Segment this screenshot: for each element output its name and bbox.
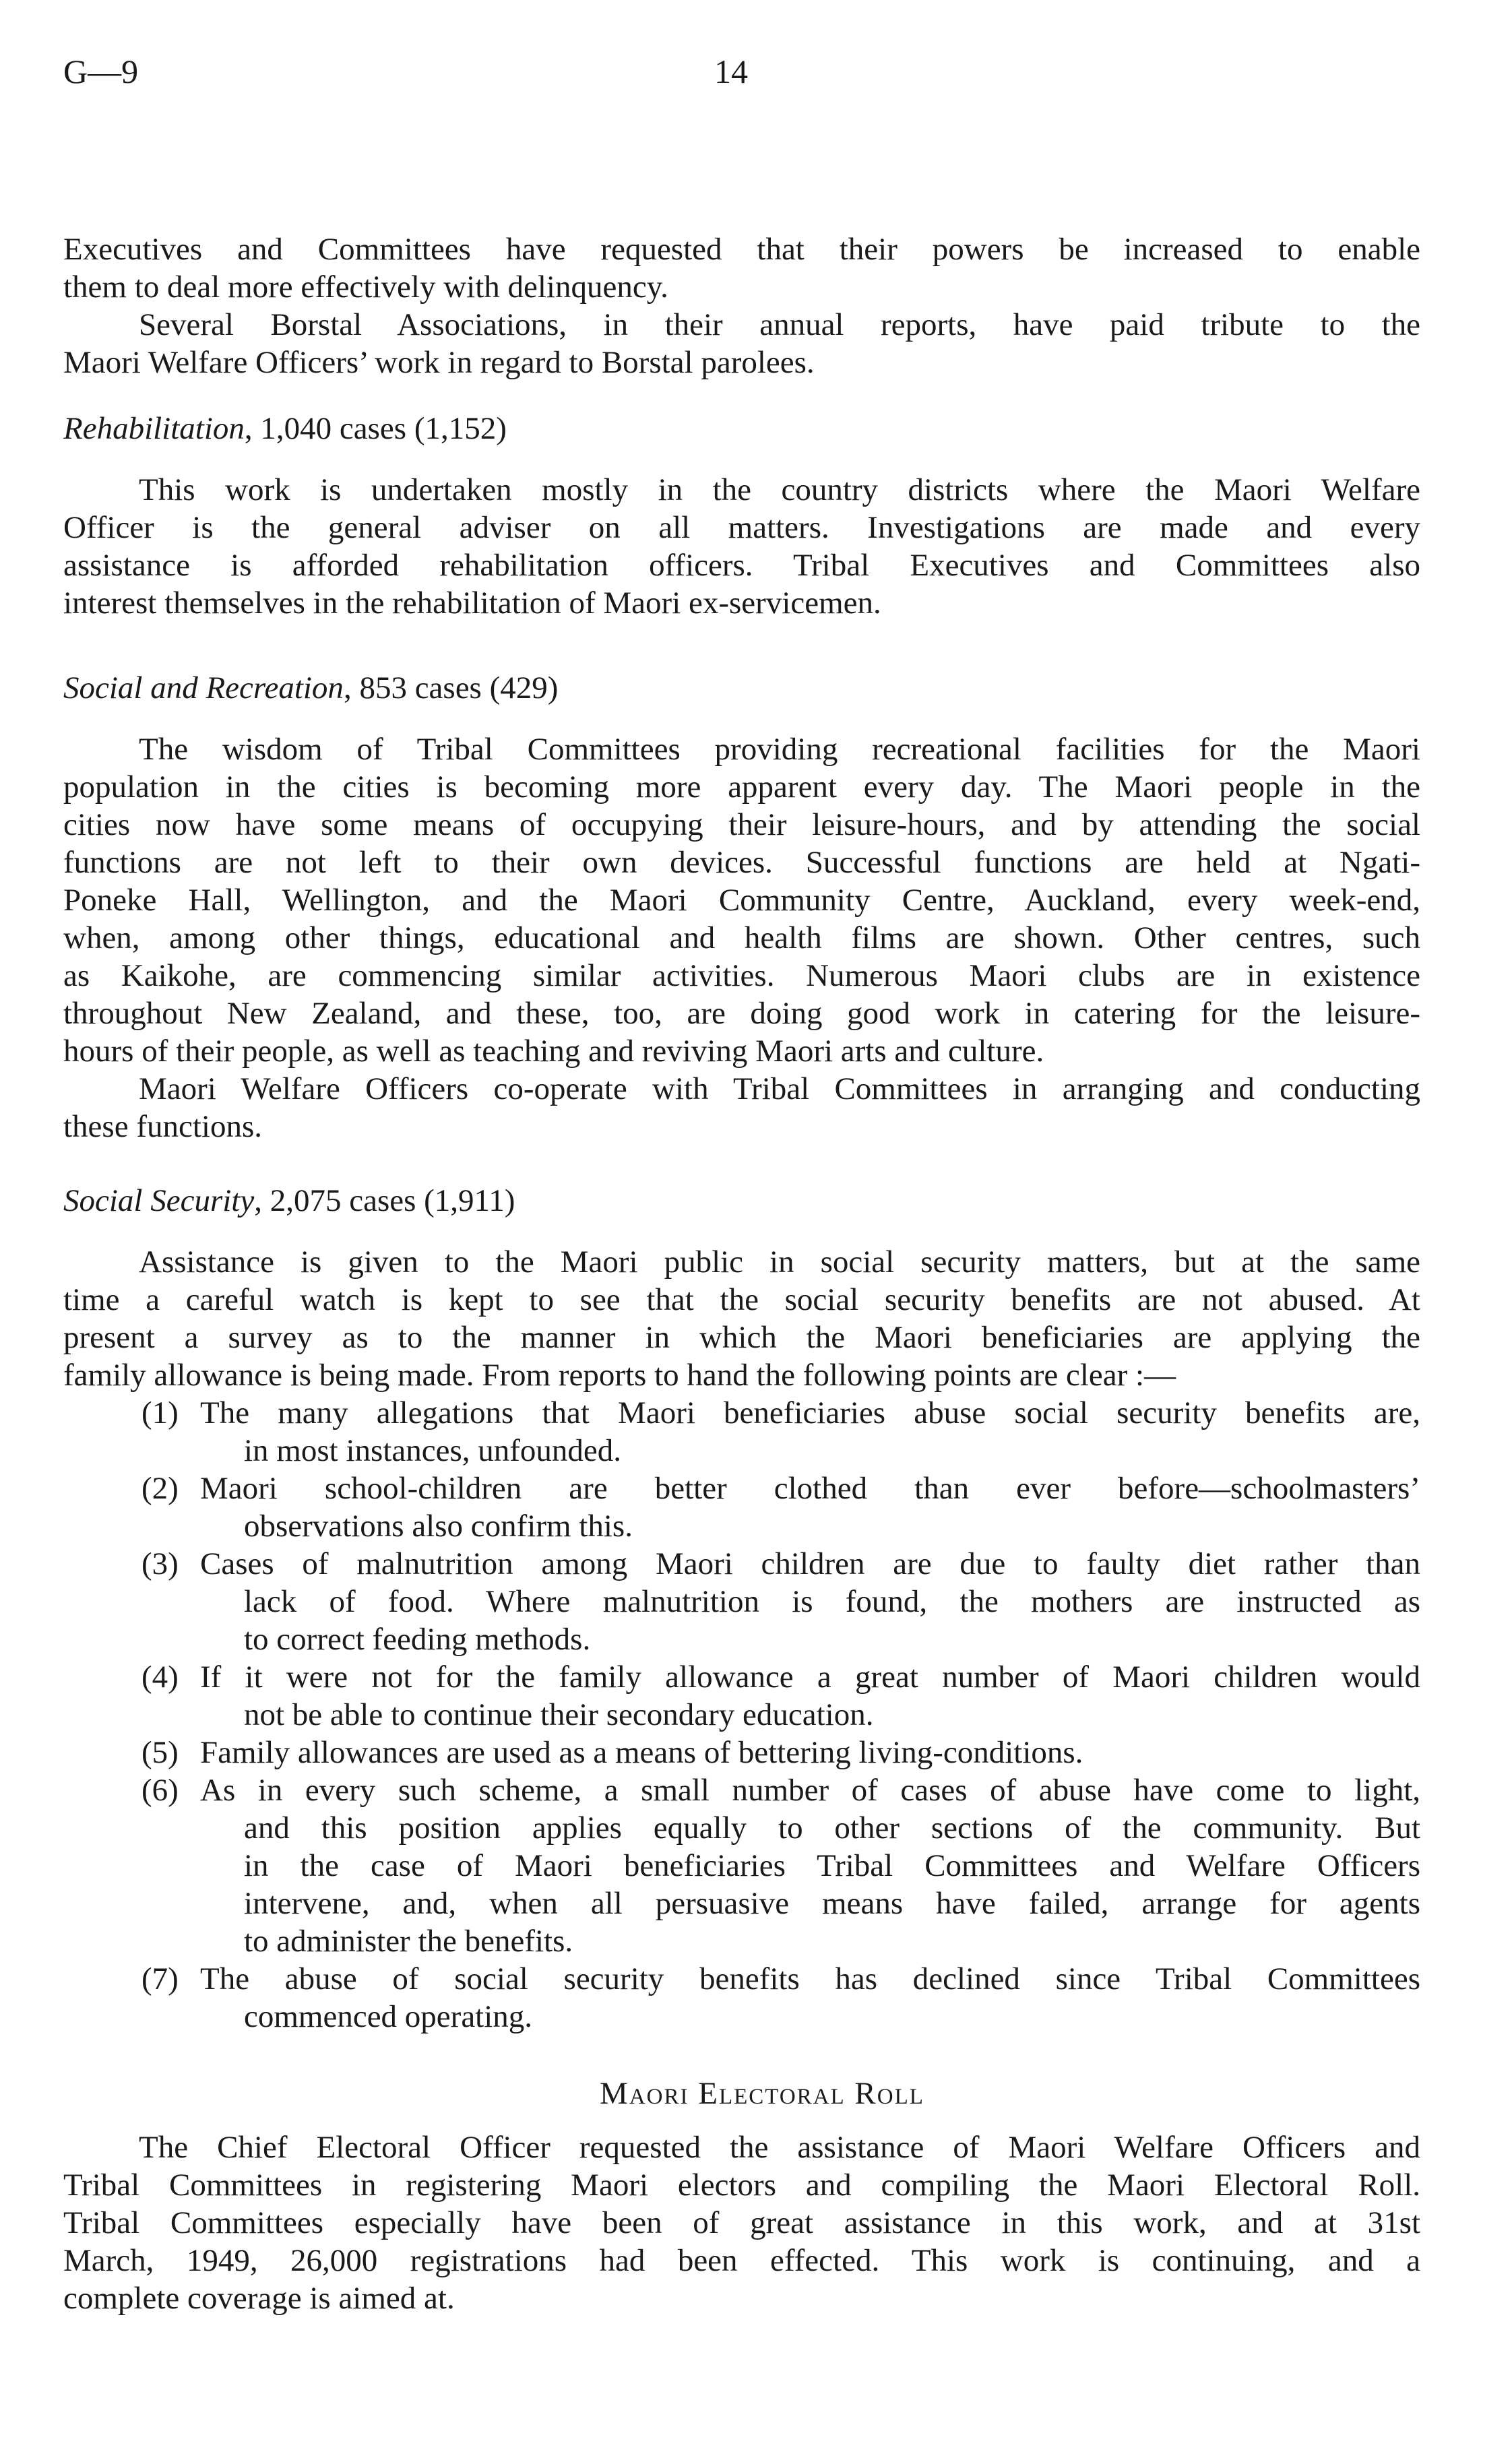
page-number: 14 (714, 53, 748, 90)
paragraph-line: Maori Welfare Officers’ work in regard to Borstal parolees. (63, 345, 815, 380)
section-heading (63, 669, 1420, 707)
numbered-list-item (63, 1734, 1420, 1771)
list-item-number: (7) (141, 1961, 179, 1996)
paragraph (63, 730, 1420, 1070)
section-case-count: , 1,040 cases (1,152) (244, 411, 507, 446)
section-heading (63, 1182, 1420, 1220)
paragraph-line: them to deal more effectively with delinquency. (63, 270, 668, 305)
section-case-count: , 2,075 cases (1,911) (254, 1183, 515, 1218)
paragraph (63, 471, 1420, 622)
list-item-text: Cases of malnutrition among Maori children are due to faulty diet rather than (200, 1546, 1420, 1581)
centered-section-heading: Maori Electoral Roll (600, 2076, 924, 2111)
list-item-line: to correct feeding methods. (244, 1622, 591, 1657)
list-item-text: Family allowances are used as a means of bettering living-conditions. (200, 1735, 1083, 1770)
list-item-number: (2) (141, 1471, 179, 1506)
numbered-list-item (63, 1394, 1420, 1470)
list-item-first-line (63, 1394, 1420, 1432)
paragraph-line: Maori Welfare Officers co-operate with Tribal Committees in arranging and conducting (139, 1071, 1420, 1106)
list-item-number: (6) (141, 1773, 179, 1808)
document-body (63, 230, 1420, 2317)
paragraph-line: The wisdom of Tribal Committees providing recreational facilities for the Maori (139, 732, 1420, 767)
list-item-first-line (63, 1734, 1420, 1771)
paragraph (63, 1243, 1420, 1394)
paragraph-line: as Kaikohe, are commencing similar activities. Numerous Maori clubs are in existence (63, 958, 1420, 993)
numbered-list-item (63, 1658, 1420, 1734)
paragraph-line: population in the cities is becoming more apparent every day. The Maori people in the (63, 769, 1420, 805)
list-item-line: to administer the benefits. (244, 1924, 573, 1959)
document-series-code: G—9 (63, 53, 139, 90)
list-item-first-line (63, 1470, 1420, 1507)
list-item-line: intervene, and, when all persuasive means have failed, arrange for agents (244, 1886, 1420, 1921)
paragraph-line: these functions. (63, 1109, 262, 1144)
paragraph-line: hours of their people, as well as teaching and reviving Maori arts and culture. (63, 1034, 1044, 1069)
list-item-number: (4) (141, 1660, 179, 1695)
paragraph-line: time a careful watch is kept to see that the social security benefits are not abused. At (63, 1282, 1420, 1317)
paragraph-line: present a survey as to the manner in which the Maori beneficiaries are applying the (63, 1320, 1420, 1355)
paragraph-line: Several Borstal Associations, in their annual reports, have paid tribute to the (139, 307, 1420, 342)
list-item-number: (3) (141, 1546, 179, 1581)
paragraph (63, 2129, 1420, 2317)
paragraph-line: Poneke Hall, Wellington, and the Maori Community Centre, Auckland, every week-end, (63, 883, 1420, 918)
list-item-text: The abuse of social security benefits has declined since Tribal Committees (200, 1961, 1420, 1996)
section-title: Social Security (63, 1183, 255, 1218)
list-item-text: Maori school-children are better clothed than ever before—schoolmasters’ (200, 1471, 1420, 1506)
paragraph-line: This work is undertaken mostly in the country districts where the Maori Welfare (139, 472, 1420, 507)
list-item-line: in the case of Maori beneficiaries Tribal Committees and Welfare Officers (244, 1848, 1420, 1883)
paragraph-line: family allowance is being made. From reports to hand the following points are clear :— (63, 1358, 1176, 1393)
paragraph-line: Tribal Committees especially have been of great assistance in this work, and at 31st (63, 2205, 1420, 2240)
paragraph-line: interest themselves in the rehabilitation of Maori ex-servicemen. (63, 586, 881, 621)
list-item-number: (5) (141, 1735, 179, 1770)
paragraph-line: Assistance is given to the Maori public in social security matters, but at the same (139, 1244, 1420, 1280)
list-item-line: not be able to continue their secondary education. (244, 1697, 874, 1732)
numbered-list-item (63, 1545, 1420, 1658)
paragraph (63, 1070, 1420, 1145)
list-item-line: commenced operating. (244, 1999, 533, 2034)
list-item-text: If it were not for the family allowance a great number of Maori children would (200, 1660, 1420, 1695)
list-item-first-line (63, 1771, 1420, 1809)
paragraph-line: throughout New Zealand, and these, too, are doing good work in catering for the leisure- (63, 996, 1420, 1031)
paragraph-line: assistance is afforded rehabilitation officers. Tribal Executives and Committees also (63, 548, 1420, 583)
paragraph-line: Officer is the general adviser on all matters. Investigations are made and every (63, 510, 1420, 545)
list-item-line: lack of food. Where malnutrition is found, the mothers are instructed as (244, 1584, 1420, 1619)
paragraph-line: March, 1949, 26,000 registrations had been effected. This work is continuing, and a (63, 2243, 1420, 2278)
list-item-line: observations also confirm this. (244, 1509, 633, 1544)
section-case-count: , 853 cases (429) (343, 670, 559, 705)
section-heading (63, 410, 1420, 447)
numbered-list-item (63, 1771, 1420, 1960)
paragraph-line: cities now have some means of occupying their leisure-hours, and by attending the social (63, 807, 1420, 842)
list-item-first-line (63, 1545, 1420, 1583)
paragraph (63, 230, 1420, 306)
paragraph-line: functions are not left to their own devices. Successful functions are held at Ngati- (63, 845, 1420, 880)
paragraph-line: The Chief Electoral Officer requested the assistance of Maori Welfare Officers and (139, 2130, 1420, 2165)
list-item-line: and this position applies equally to other sections of the community. But (244, 1810, 1420, 1846)
numbered-list-item (63, 1470, 1420, 1545)
section-title: Rehabilitation (63, 411, 245, 446)
list-item-first-line (63, 1658, 1420, 1696)
section-title: Social and Recreation (63, 670, 344, 705)
list-item-text: The many allegations that Maori beneficiaries abuse social security benefits are, (200, 1395, 1420, 1430)
list-item-number: (1) (141, 1395, 179, 1430)
paragraph-line: Tribal Committees in registering Maori electors and compiling the Maori Electoral Roll. (63, 2168, 1420, 2203)
paragraph-line: Executives and Committees have requested that their powers be increased to enable (63, 232, 1420, 267)
list-item-line: in most instances, unfounded. (244, 1433, 622, 1468)
list-item-text: As in every such scheme, a small number of cases of abuse have come to light, (200, 1773, 1420, 1808)
paragraph-line: when, among other things, educational and health films are shown. Other centres, such (63, 920, 1420, 955)
list-item-first-line (63, 1960, 1420, 1998)
paragraph-line: complete coverage is aimed at. (63, 2281, 455, 2316)
paragraph (63, 306, 1420, 381)
numbered-list-item (63, 1960, 1420, 2036)
